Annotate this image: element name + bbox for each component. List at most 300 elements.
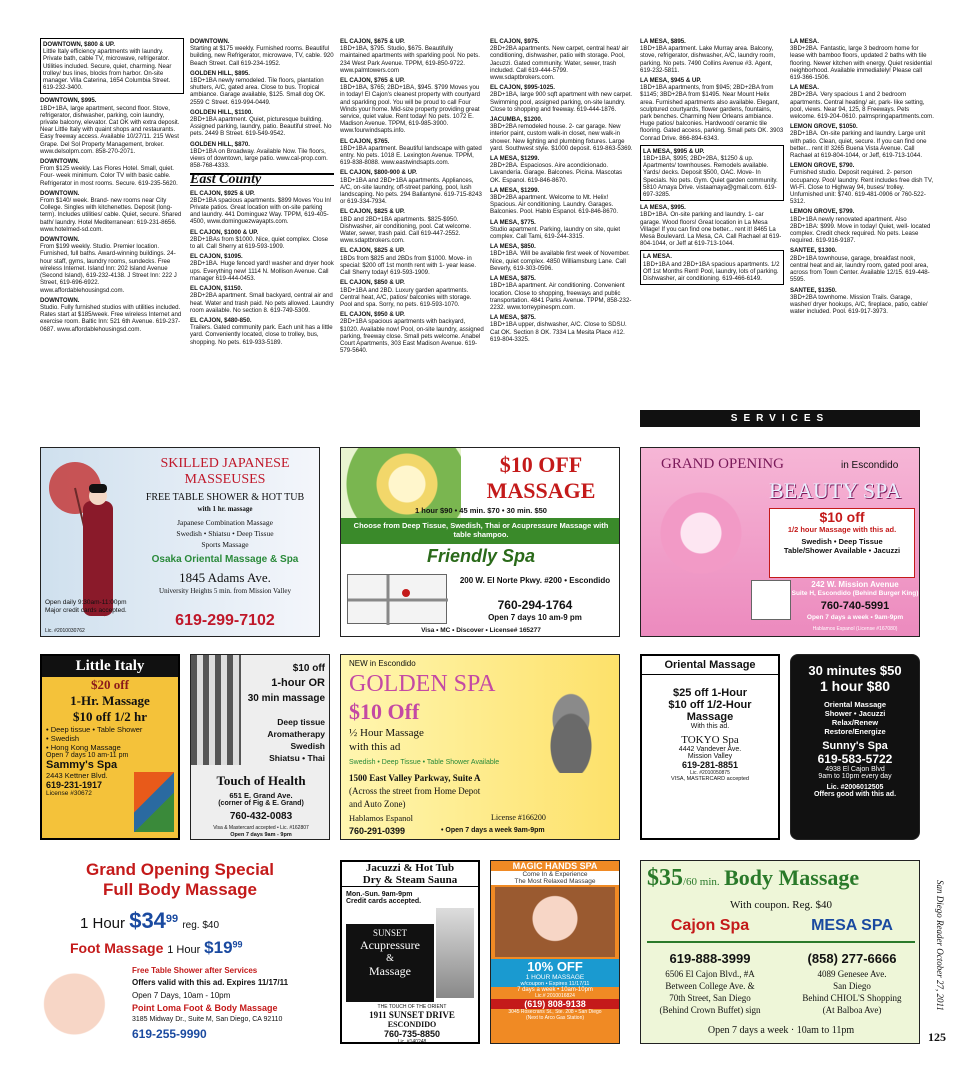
osaka-address: 1845 Adams Ave. [179,570,271,585]
listing [340,77,484,135]
listing-body: From $199 weekly. Studio. Premier location. Furnished, full baths. Award-winning buildings. 24- hour staff, gyms, laundry rooms, sundecks. Free wireless Internet. Island Inn: 202 Island Avenue (Second Island), 619-232-4138. J Street Inn: 222 J Street, 619-696-6922. www.affordablehousingsd.com. [40,243,177,294]
listing-body: 1BD+1BA newly remodeled. Tile floors, plantation shutters, A/C, gated area. Close to bus. Tropical ambiance. Garage available, $125. Small dog OK. 2559 C Street. 619-994-0449. [190,77,326,106]
listing [190,70,334,106]
sammy-spa-name: Sammy's Spa [46,759,118,771]
listing [490,155,634,184]
golden-name: GOLDEN SPA [349,671,496,697]
magic-exp: w/coupon • Expires 11/17/11 [491,981,619,987]
listing-heading: DOWNTOWN. [40,296,80,304]
listing-body: Furnished studio. Deposit required. 2- person occupancy. Pool/ laundry. Rent includes free dish TV, Wi-Fi. Close to Highway 94, buses/ trolley. Unfurnished unit: $740. 619-481-0906 or 760-522-5312. [790,169,934,206]
listing-body: 1BD+1BA, large apartment, second floor. Stove, refrigerator, dishwasher, parking, coin laundry, private balcony, elevator. Cat OK with extra deposit. Near Little Italy with quaint shops and restaurants. Easy freeway access. Available 10/27/11. 215 West Grape. Del Sol Property Management, broker. www.delsolpm.com. 858-270-2071. [40,104,180,155]
cajon-phone1: 619-888-3999 [669,951,751,966]
tokyo-l3: Massage [686,711,734,723]
listing-heading: DOWNTOWN. [190,38,230,45]
golden-services: Swedish • Deep Tissue • Table Shower Available [349,759,500,766]
cajon-brand-cajon: Cajon Spa [670,917,750,934]
listing-heading: LA MESA, $875. [490,275,536,283]
tokyo-head: Oriental Massage [642,656,778,675]
listing-body: 1BD and 2BD+1BA apartments. $825-$950. Dishwasher, air conditioning, pool. Cat welcome. Water, sewer, trash paid. Call 619-447-2552. www.sdaptbrokers.com. [340,215,472,245]
listing-heading: LEMON GROVE, $790. [790,162,855,170]
golden-license: License #166200 [491,813,546,822]
sammy-s3: • Hong Kong Massage [46,743,121,752]
listing [640,204,784,247]
osaka-title1: SKILLED JAPANESE [160,456,290,471]
listing-heading: LA MESA, $1299. [490,186,540,194]
sunset-s1: SUNSET [372,928,407,938]
beauty-phone: 760-740-5991 [820,600,890,612]
sunset-addr1: 1911 SUNSET DRIVE [369,1010,455,1020]
pl-h1: 1 Hour [80,915,126,932]
cajon-headline [647,865,859,892]
listing-body: 1BD+1BA on Broadway. Available Now. Tile floors, views of downtown, large patio. www.cal-prop.com. 858-768-4333. [190,147,328,170]
pl-h2: 1 Hour [167,944,201,956]
sunny-name: Sunny's Spa [822,740,888,752]
sunset-s2: Acupressure [360,938,420,952]
sunny-phone: 619-583-5722 [817,752,893,766]
pl-address: 3185 Midway Dr., Suite M, San Diego, CA 92110 [132,1016,283,1023]
listing-body: 1BD+1BA, $995; 2BD+2BA, $1250 & up. Apartments/ townhouses. Remodels available. Yards/ decks. Deposit $500, OAC. Move- In Specials. No pets. Gym. Quiet garden community. 5810 Amaya Drive. vistaamaya@gmail.com. 619-697-3285. [643,155,778,199]
listing [40,158,184,187]
listing [790,84,934,120]
listing-heading: EL CAJON, $765. [340,137,390,145]
friendly-hours: Open 7 days 10 am-9 pm [488,613,582,622]
ad-golden-spa [340,654,620,840]
sunny-license: Lic. #2006012505 [826,784,884,791]
listing-heading: EL CAJON, $825 & UP. [340,247,405,255]
osaka-line: FREE TABLE SHOWER & HOT TUB [145,492,305,503]
cajon-per: /60 min. [683,876,720,888]
sunset-h1: Mon.-Sun. 9am-9pm [346,891,413,898]
listing [40,236,184,294]
listing-heading: LA MESA. [790,84,819,92]
listing-body: 2BD+1BA. Huge fenced yard! washer and dryer hook ups. Everything new! 1114 N. Mollison Avenue. Call manager 619-444-0453. [190,260,334,282]
magic-addr2: (Next to Arco Gas Station) [525,1015,585,1021]
listing-heading: EL CAJON, $950 & UP. [340,311,405,319]
listing [490,219,634,241]
listing [190,285,334,314]
listing [190,38,334,67]
touch-addr2: (corner of Fig & E. Grand) [218,800,304,807]
listing-body: 2BD+1BA apartment. Quiet, picturesque building. Assigned parking, laundry, patio. Beautiful street. No pets. 2449 B Street. 619-549-9542. [190,116,332,138]
listing [490,243,634,272]
listing-heading: DOWNTOWN, $995. [40,97,97,105]
page-number: 125 [928,1030,946,1044]
sunny-s4: Restore/Energize [824,727,886,736]
listing-heading: EL CAJON, $1000 & UP. [190,228,259,236]
sunny-hours: 9am to 10pm every day [818,773,892,780]
listing-heading: LA MESA, $995. [640,204,686,212]
listing-body: 1BD+1BA, $765; 2BD+1BA, $945. $799 Moves you in today! El Cajon's cleanest property with courtyard and sparkling pool. You will be proud to call Four Winds your home. Mid-size property providing great service, quiet value. Rent today! No pets. 1072 E. Madison Avenue. TPPM, 619-985-3900. www.fourwindsapts.info. [340,84,481,135]
listing [490,314,634,343]
ad-sunset-acupressure [340,860,480,1044]
osaka-license: Lic. #2010030762 [45,628,85,634]
sunny-address: 4938 El Cajon Blvd [825,766,885,773]
listing [340,169,484,205]
magic-license: Lic.# 2010016824 [535,993,575,999]
listing-heading: EL CAJON, $765 & UP. [340,77,405,85]
pl-p1: $34 [129,908,166,933]
sammy-off1: $20 off [91,677,129,692]
touch-phone: 760-432-0083 [229,811,293,822]
cajon-hours: Open 7 days a week · 10am to 11pm [707,1025,855,1036]
osaka-hours: Open daily 9:30am-11:00pm [45,599,127,606]
pl-row2 [70,938,243,958]
cajon-a2c: Behind CHIOL'S Shopping [802,993,902,1003]
listing-body: Little Italy efficiency apartments with laundry. Private bath, cable TV, microwave, refrigerator. Utilities included. Secure, quiet, charming. Near trolley/ bus lines, blocks from harbor. On-site manager. Villa Caterina, 1654 Columbia Street. 619-232-3400. [43,48,172,92]
listing [640,38,784,74]
touch-o2: 1-hour OR [271,677,325,689]
listing-heading: LEMON GROVE, $799. [790,208,855,216]
tokyo-name: TOKYO Spa [681,734,739,746]
listing [340,38,484,74]
listing [490,187,634,216]
listing-body: 1BD+1BA, $795. Studio, $675. Beautifully maintained apartments with sparkling pool. No pets. 234 West Park Avenue. TPPM, 619-850-9722. www.palmtowers.com [340,45,480,74]
listing [190,109,334,138]
ad-cajon-mesa-spa [640,860,920,1044]
osaka-title2: MASSEUSES [184,472,266,487]
listing-body: Trailers. Gated community park. Each unit has a little yard. Conveniently located, close to trolley, bus, shopping. No pets. 619-933-5189. [190,324,333,346]
listing-body: 2BD+2BA. Very spacious 1 and 2 bedroom apartments. Central heating/ air, park- like setting, pool, views. Near 94, 125, 8 Freeways. Pets welcome. 619-204-0610. palmspringapartments.com. [790,91,934,121]
osaka-area: University Heights 5 min. from Mission Valley [159,587,291,595]
ad-magic-hands-spa [490,860,620,1044]
cajon-a1a: 6506 El Cajon Blvd., #A [665,969,755,979]
sammy-off3: $10 off 1/2 hr [72,709,148,724]
listing-column [790,38,934,318]
listing [340,138,484,167]
friendly-choose: Choose from Deep Tissue, Swedish, Thai or Acupressure Massage with table shampoo. [341,518,620,544]
listing-column [190,38,334,349]
beauty-svc2: Table/Shower Available • Jacuzzi [783,546,901,555]
ad-point-loma-massage [40,860,320,1044]
listing [490,38,634,81]
listing-heading: EL CAJON, $995-1025. [490,84,555,92]
listing [790,287,934,316]
lotus-flower-image [651,488,751,578]
ad-beauty-spa [640,447,920,637]
listing-body: 1BD+1BA apartment. Air conditioning. Convenient location. Close to shopping, freeways and public transportation. 4841 Parks Avenue. TPPM, 858-232-2232. www.torreypinespm.com. [490,282,632,311]
cajon-divider [647,941,915,943]
pl-name: Point Loma Foot & Body Massage [132,1003,278,1013]
sammy-phone: 619-231-1917 [46,780,103,790]
listing [190,317,334,346]
listing [190,229,334,251]
ad-friendly-spa [340,447,620,637]
listing-body: 3BD+2BA apartment. Welcome to Mt. Helix! Spacious. Air conditioning. Laundry. Garages. Balconies. Pool. Hablo Espanol. 619-846-8670. [490,194,619,216]
ad-sammys-spa [40,654,180,840]
listing-heading: LA MESA, $1299. [490,155,540,163]
osaka-phone: 619-299-7102 [175,612,275,629]
sunny-s1: Oriental Massage [823,700,887,709]
listing-body: 1BD+1BA apartments, from $945; 2BD+2BA from $1145; 3BD+2BA from $1495. Near Mount Helix area. Furnished apartments also available. Elegant, sculptured courtyards, flower gardens, fountains, park benches. Charming New Orleans ambiance. Huge patios/ balconies. Hardwood/ ceramic tile flooring. Gated access, parking. Small pets OK. 3903 Conrad Drive. 866-894-6343. [640,84,784,142]
listing-body: 2BD+1BA spacious apartments with backyard, $1020. Available now! Pool, on-site laundry, assigned parking, freeway close. Small pets welcome. Anabel Court Apartments, 303 East Madison Avenue. 619-579-5640. [340,318,484,355]
pl-reg: reg. $40 [182,920,220,931]
touch-s2: Aromatherapy [267,729,325,739]
listing-body: 3BD+2BA. Fantastic, large 3 bedroom home for lease with bamboo floors, updated 2 baths with tile flooring. Newer kitchen with energy. Quiet residential neighborhood. Available immediately! Please call 619-366-1506. [790,45,932,82]
touch-s1: Deep tissue [277,717,325,727]
publication-name: San Diego Reader October 27, 2011 [935,880,945,1011]
tokyo-l1: $25 off 1-Hour [673,687,747,699]
listing-heading: EL CAJON, $975. [490,38,540,45]
sunset-s3: & [386,953,394,964]
listing [640,77,784,142]
section-heading: East County [190,173,334,185]
listing-body: 1BD+1BA. Will be available first week of November. Nice, quiet complex. 4850 Williamsburg Lane. Call Beverly, 619-303-0596. [490,250,630,272]
golden-addr3: and Auto Zone) [349,799,406,809]
magic-addr1: 3045 Rosecrans St., Ste. 208 • San Diego [508,1009,602,1015]
listing [790,162,934,205]
golden-phone: 760-291-0399 [349,826,406,836]
listing-heading: LA MESA, $875. [490,314,536,322]
magic-hours: 7 days a week • 10am-10pm [517,987,593,993]
listing-heading: EL CAJON, $1150. [190,285,243,293]
sunset-addr2: ESCONDIDO [387,1020,437,1029]
listing-body: 1BD+1BA and 2BD. Luxury garden apartments. Central heat, A/C, patios/ balconies with storage. Pool and spa. Sorry, no pets. 619-593-1070. [340,286,472,308]
listing-heading: EL CAJON, $925 & UP. [190,189,255,197]
sunset-t2: Dry & Steam Sauna [342,874,478,887]
listing-body: 1BD+1BA newly renovated apartment. Also 2BD+1BA: $999. Move in today! Quiet, well- located complex. Credit check required. No pets. Lease required. 619-916-9187. [790,215,931,245]
listing-body: 1BD+1BA. On-site parking and laundry. 1- car garage. Wood floors! Great location in La Mesa Village! If you can find one better... rent it! 8465 La Mesa Boulevard. La Mesa, CA. Call Rachael at 619-804-1044, or Jeff at 619-713-1044. [640,211,782,248]
touch-hours: Open 7 days 9am - 9pm [230,832,292,838]
golden-with: with this ad [349,741,401,753]
listing [40,190,184,233]
stones-image [531,683,611,773]
listing-heading: DOWNTOWN. [40,189,80,197]
listing-heading: SANTEE, $1300. [790,247,837,255]
listing-column [40,38,184,336]
listing [190,190,334,226]
magic-l1: Come In & Experience [491,871,619,878]
osaka-sub: with 1 hr. massage [197,505,253,513]
magic-sub: 1 HOUR MASSAGE [491,974,619,981]
listing-body: 3BD+2BA remodeled house. 2- car garage. New interior paint, custom walk-in closet, new walk-in shower. New lighting and plumbing fixtures. Large yard. Southwest style. $1000 deposit. 619-863-5369. [490,123,633,152]
sunset-s4: Massage [369,964,411,978]
massage-photo [495,887,615,957]
listing-heading: LA MESA. [643,253,672,261]
tokyo-cards: VISA, MASTERCARD accepted [671,776,749,782]
listing-heading: EL CAJON, $800-900 & UP. [340,169,417,177]
listing-heading: LA MESA. [790,38,819,45]
pl-row1 [80,908,219,934]
touch-cards: Visa & Mastercard accepted • Lic. #162807 [213,825,309,831]
listing-body: 2BD+1BA. On-site parking and laundry. Large unit with patio. Clean, quiet, secure. If you can find one better... rent it! 3265 Buena Vista Avenue. Call Rachael at 619-804-1044, or Jeff, 619-713-1044. [790,130,927,160]
listing [790,123,934,159]
cajon-a2a: 4089 Genesee Ave. [817,969,887,979]
touch-o3: 30 min massage [247,693,325,704]
friendly-address: 200 W. El Norte Pkwy. #200 • Escondido [459,576,611,585]
golden-addr2: (Across the street from Home Depot [349,786,481,796]
listing-heading: LEMON GROVE, $1050. [790,123,858,131]
listing [40,297,184,333]
tokyo-l2: $10 off 1/2-Hour [668,699,752,711]
sunset-h2: Credit cards accepted. [346,898,422,905]
pl-offer: Offers valid with this ad. Expires 11/17/11 [132,978,289,987]
cajon-coupon: With coupon. Reg. $40 [730,899,832,911]
friendly-map [347,574,447,624]
friendly-head2: MASSAGE [486,478,596,503]
friendly-name: Friendly Spa [426,546,536,566]
listing [490,84,634,113]
listing-body: 1BD+1BA and 2BD+1BA spacious apartments. 1/2 Off 1st Months Rent! Pool, laundry, lots of parking. Dishwasher, air conditioning. 619-466-6149. [643,260,780,283]
cajon-a2b: San Diego [833,981,871,991]
listing [640,250,784,285]
listing-body: 2BD+1BA, large 900 sqft apartment with new carpet. Swimming pool, assigned parking, on-site laundry. Close to shopping and freeway. 619-444-1876. [490,91,633,113]
touch-s4: Shiatsu • Thai [269,753,325,763]
listing [490,116,634,152]
listing-body: 1BD+1BA and 2BD+1BA apartments. Appliances, A/C, on-site laundry, off-street parking, pool, lush landscaping. No pets. 294 Ballantyne. 619-715-8243 or 619-334-7934. [340,176,482,206]
sunset-touch: THE TOUCH OF THE ORIENT [377,1004,447,1010]
friendly-phone: 760-294-1764 [497,598,573,612]
listing-body: 2BD+2BA apartment. Small backyard, central air and heat. Water and trash paid. No pets allowed. Laundry room available. No section 8. 619-749-5309. [190,292,334,314]
listing-body: 2BD+1BAs from $1000. Nice, quiet complex. Close to all. Call Sherry at 619-593-1909. [190,235,329,251]
tokyo-with: With this ad. [690,723,730,730]
sammy-s2: • Swedish [46,734,80,743]
sunny-s2: Shower • Jacuzzi [824,709,886,718]
pl-free: Free Table Shower after Services [132,966,258,975]
golden-off: $10 Off [349,699,420,724]
touch-name: Touch of Health [216,773,306,788]
golden-new: NEW in Escondido [349,659,416,668]
woman-silhouette-image [436,908,474,998]
golden-hablamos: Hablamos Espanol [349,813,413,823]
listing-body: 1BD+1BA apartment. Beautiful landscape with gated entry. No pets. 1018 E. Lexington Avenue. TPPM, 619-838-8088. www.eastwindsapts.com. [340,144,482,167]
listing-body: 1BD+1BA upper, dishwasher, A/C. Close to SDSU. Cat OK. Section 8 OK. 7334 La Mesita Place #12. 619-804-3325. [490,321,627,343]
osaka-name: Osaka Oriental Massage & Spa [151,554,299,565]
beauty-grand-opening: GRAND OPENING [661,456,784,472]
sammy-hours: Open 7 days 10 am-11 pm [46,752,129,759]
listing [190,253,334,282]
touch-addr1: 651 E. Grand Ave. [229,791,293,800]
beauty-addr1: 242 W. Mission Avenue [811,580,899,589]
ad-sunnys-spa [790,654,920,840]
listing [490,275,634,311]
sunset-t1: Jacuzzi & Hot Tub [365,862,455,874]
cajon-a1b: Between College Ave. & [665,981,755,991]
magic-l2: The Most Relaxed Massage [491,878,619,885]
osaka-l3: Sports Massage [201,540,249,549]
beauty-offer-box [769,508,915,578]
listing-heading: EL CAJON, $825 & UP. [340,208,405,216]
sunny-s3: Relax/Renew [831,718,879,727]
magic-name: MAGIC HANDS SPA [512,861,598,871]
sammy-s1: • Deep tissue • Table Shower [46,725,143,734]
cajon-a1c: 70th Street, San Diego [669,993,751,1003]
beauty-addr2: Suite H, Escondido (Behind Burger King) [791,590,919,597]
listing-body: From $125 weekly. Las Flores Hotel. Small, quiet. Four- week minimum. Color TV with basic cable. Refrigerator in most rooms. Secure. 619-235-5620. [40,165,178,187]
friendly-prices: 1 hour $90 • 45 min. $70 • 30 min. $50 [415,506,547,515]
pl-p2: $19 [204,938,233,957]
listing [340,311,484,354]
listing-body: 2BD+1BA spacious apartments. $899 Moves You In! Private patios. Great location with on-site parking and laundry. 441 Dominguez Way. TPPM, 619-405-4500, www.dominguezwayapts.com. [190,196,332,226]
pl-phone: 619-255-9990 [132,1027,207,1041]
osaka-credit: Major credit cards accepted. [45,607,127,614]
tokyo-license: Lic. #2010050875 [690,770,730,776]
listing-heading: SANTEE, $1350. [790,286,837,294]
listing-body: 2BD+1BA townhouse, garage, breakfast nook, central heat and air, laundry room, gated pool area, across from Town Center. Available 12/15. 619-448-5595. [790,254,930,284]
listing-body: Starting at $175 weekly. Furnished rooms. Beautiful building, new Refrigerator, microwave, TV, cable. 920 Beach Street. Call 619-234-1952. [190,45,334,67]
beauty-half: 1/2 hour Massage with this ad. [787,525,897,534]
pl-t1: Grand Opening Special [86,860,274,879]
friendly-cards: Visa • MC • Discover • License# 165277 [421,627,541,634]
sammy-off2: 1-Hr. Massage [70,693,150,708]
listing-body: Studio. Fully furnished studios with utilities included. Rates start at $185/week. Free wireless Internet and exercise room. Baltic Inn: 521 6th Avenue. 619-237-0687. www.affordablehousingsd.com. [40,303,182,333]
massage-photo [40,964,126,1044]
listing-body: 2BD+2BA apartments. New carpet, central heat/ air conditioning, dishwasher, patio with storage. Pool, Jacuzzi. Gated community. Water, sewer, trash included. Call 619-444-5799. www.sdaptbrokers.com. [490,45,629,82]
beauty-name: BEAUTY SPA [769,478,902,503]
ad-osaka-spa [40,447,320,637]
beauty-hours: Open 7 days a week • 9am-9pm [806,614,904,621]
beauty-license: Hablamos Espanol (License #167080) [812,626,898,632]
listing [340,247,484,276]
pl-t2: Full Body Massage [103,880,257,899]
listing-heading: LA MESA, $995 & UP. [643,147,705,155]
golden-hours: • Open 7 days a week 9am-9pm [441,827,545,834]
listing-heading: LA MESA, $775. [490,218,536,226]
listing-heading: GOLDEN HILL, $1100. [190,108,253,116]
cajon-a1d: (Behind Crown Buffet) sign [659,1005,761,1015]
magic-off: 10% OFF [491,959,619,974]
listing [340,208,484,244]
listing-heading: JACUMBA, $1200. [490,116,543,124]
listing [340,279,484,308]
listing-heading: DOWNTOWN. [40,236,80,244]
cajon-a2d: (At Balboa Ave) [822,1005,882,1015]
beauty-map [751,580,791,620]
sammy-little-italy: Little Italy [42,656,178,677]
sunny-offer: Offers good with this ad. [813,791,897,798]
listing-body: 3BD+2BA townhome. Mission Trails. Garage, washer/ dryer hookups, A/C, fireplace, patio, cable/ water included. Pool. 619-917-3973. [790,293,928,316]
touch-o1: $10 off [292,663,325,674]
sammy-address: 2443 Kettner Blvd. [46,771,108,780]
sunny-l1: 30 minutes $50 [808,663,902,678]
listing-column [490,38,634,346]
magic-phone: (619) 808-9138 [491,999,619,1009]
beauty-location: in Escondido [841,460,899,471]
cajon-price: $35 [647,865,683,891]
ad-touch-of-health [190,654,330,840]
listing [40,97,184,155]
listing-body: From $140/ week. Brand- new rooms near City College. Singles with kitchenettes. Deposit (long-term). Includes utilities/ cable. Quiet, secure. Shared bath/ laundry. Hotel Mediterranean: 619-231-8656. www.hotelmed-sd.com. [40,197,182,233]
golden-addr1: 1500 East Valley Parkway, Suite A [349,773,481,783]
listing [640,145,784,201]
listing [790,38,934,81]
cajon-phone2: (858) 277-6666 [807,951,897,966]
pl-c1: 99 [165,913,179,925]
ad-tokyo-spa [640,654,780,840]
sunset-license: Lic. #140248 [397,1039,427,1044]
sunset-box [346,924,434,1002]
listing-heading: EL CAJON, $480-850. [190,316,252,324]
services-banner: SERVICES [640,410,920,427]
listing-heading: EL CAJON, $1095. [190,253,243,261]
bamboo-image [191,655,241,765]
listing [190,141,334,170]
listing-body: 2BD+2BA. Espaciosos. Aire acondicionado. Lavandería. Garage. Balcones. Picina. Mascotas OK. Espanol. 619-846-8670. [490,162,623,184]
listing-heading: EL CAJON, $675 & UP. [340,38,405,45]
cajon-brand-mesa: MESA SPA [811,917,893,934]
beauty-off: $10 off [819,509,865,525]
listing-body: Studio apartment. Parking, laundry on site, quiet complex. Call Tami, 619-244-3315. [490,225,621,241]
sunset-phone: 760-735-8850 [383,1029,441,1039]
pl-foot: Foot Massage [70,940,164,956]
listing-heading: DOWNTOWN. [40,158,80,166]
listing [40,38,184,94]
listing-heading: LA MESA, $850. [490,243,536,251]
golden-half: ½ Hour Massage [349,727,424,739]
listing-heading: DOWNTOWN, $800 & UP. [43,41,115,48]
listing-heading: LA MESA, $895. [640,38,686,45]
bird-of-paradise-icon [134,772,174,832]
tokyo-phone: 619-281-8851 [681,760,739,770]
